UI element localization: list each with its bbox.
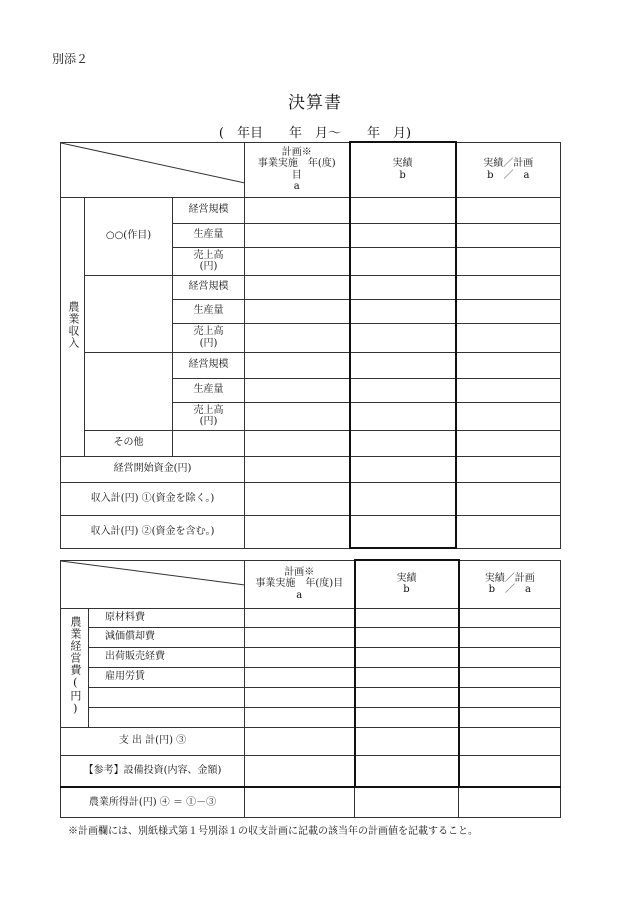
ratio-cell[interactable] <box>459 647 561 667</box>
plan-cell[interactable] <box>245 223 350 247</box>
crop-label: ○○(作目) <box>85 197 173 275</box>
ratio-cell[interactable] <box>456 223 561 247</box>
income-table <box>60 141 561 549</box>
ratio-cell[interactable] <box>456 430 561 456</box>
actual-cell[interactable] <box>355 787 459 817</box>
actual-cell[interactable] <box>355 755 459 787</box>
plan-cell[interactable] <box>245 456 350 482</box>
income-total-1-label: 収入計(円) ①(資金を除く。) <box>61 482 245 515</box>
page-title: 決算書 <box>288 93 342 113</box>
plan-cell[interactable] <box>245 378 350 402</box>
expense-item: 出荷販売経費 <box>89 647 245 667</box>
actual-cell[interactable] <box>355 647 459 667</box>
item-production: 生産量 <box>173 299 245 323</box>
actual-cell[interactable] <box>350 456 456 482</box>
ratio-cell[interactable] <box>459 627 561 647</box>
plan-cell[interactable] <box>245 707 355 727</box>
investment-label: 【参考】設備投資(内容、金額) <box>61 755 245 787</box>
footnote: ※計画欄には、別紙様式第１号別添１の収支計画に記載の該当年の計画値を記載すること。 <box>68 826 478 837</box>
item-scale: 経営規模 <box>173 352 245 378</box>
item-scale: 経営規模 <box>173 197 245 223</box>
actual-cell[interactable] <box>355 687 459 707</box>
plan-cell[interactable] <box>245 608 355 627</box>
ratio-cell[interactable] <box>459 667 561 687</box>
actual-cell[interactable] <box>355 627 459 647</box>
farm-expense-group-label: 農業経営費(円) <box>61 608 89 727</box>
ratio-cell[interactable] <box>456 378 561 402</box>
expense-item-blank[interactable] <box>89 707 245 727</box>
expense-table <box>60 559 561 818</box>
attachment-label: 別添２ <box>52 52 89 66</box>
plan-cell[interactable] <box>245 515 350 548</box>
actual-cell[interactable] <box>355 707 459 727</box>
actual-cell[interactable] <box>355 667 459 687</box>
item-production: 生産量 <box>173 223 245 247</box>
ratio-column-header: 実績／計画 b ／ a <box>456 142 561 197</box>
actual-cell[interactable] <box>350 223 456 247</box>
ratio-cell[interactable] <box>459 707 561 727</box>
ratio-cell[interactable] <box>459 727 561 755</box>
actual-column-header: 実績 b <box>350 142 456 197</box>
ratio-cell[interactable] <box>459 787 561 817</box>
actual-cell[interactable] <box>350 378 456 402</box>
plan-cell[interactable] <box>245 627 355 647</box>
expense-total-label: 支 出 計(円) ③ <box>61 727 245 755</box>
plan-cell[interactable] <box>245 755 355 787</box>
ratio-cell[interactable] <box>456 352 561 378</box>
actual-cell[interactable] <box>350 323 456 352</box>
expense-item: 雇用労賃 <box>89 667 245 687</box>
ratio-cell[interactable] <box>456 323 561 352</box>
income-total-2-label: 収入計(円) ②(資金を含む。) <box>61 515 245 548</box>
crop-blank[interactable] <box>85 352 173 430</box>
ratio-cell[interactable] <box>456 456 561 482</box>
item-sales: 売上高 (円) <box>173 247 245 275</box>
plan-cell[interactable] <box>245 299 350 323</box>
item-sales: 売上高 (円) <box>173 402 245 430</box>
ratio-cell[interactable] <box>456 197 561 223</box>
actual-cell[interactable] <box>355 608 459 627</box>
expense-item: 減価償却費 <box>89 627 245 647</box>
ratio-cell[interactable] <box>456 247 561 275</box>
plan-cell[interactable] <box>245 402 350 430</box>
plan-cell[interactable] <box>245 787 355 817</box>
actual-cell[interactable] <box>350 482 456 515</box>
actual-cell[interactable] <box>350 275 456 299</box>
actual-cell[interactable] <box>350 197 456 223</box>
plan-column-header: 計画※ 事業実施 年(度) 目 a <box>245 142 350 197</box>
plan-cell[interactable] <box>245 197 350 223</box>
other-label: その他 <box>85 430 173 456</box>
plan-cell[interactable] <box>245 482 350 515</box>
ratio-cell[interactable] <box>459 608 561 627</box>
plan-cell[interactable] <box>245 275 350 299</box>
crop-blank[interactable] <box>85 275 173 352</box>
actual-cell[interactable] <box>350 430 456 456</box>
plan-cell[interactable] <box>245 247 350 275</box>
ratio-cell[interactable] <box>456 515 561 548</box>
plan-cell[interactable] <box>245 430 350 456</box>
header-diagonal-cell <box>61 560 245 608</box>
plan-cell[interactable] <box>245 647 355 667</box>
actual-cell[interactable] <box>350 299 456 323</box>
item-sales: 売上高 (円) <box>173 323 245 352</box>
plan-cell[interactable] <box>245 727 355 755</box>
plan-cell[interactable] <box>245 323 350 352</box>
ratio-column-header: 実績／計画 b ／ a <box>459 560 561 608</box>
farm-income-total-label: 農業所得計(円) ④ ＝ ①－③ <box>61 787 245 817</box>
actual-column-header: 実績 b <box>355 560 459 608</box>
start-funds-label: 経営開始資金(円) <box>61 456 245 482</box>
header-diagonal-cell <box>61 142 245 197</box>
ratio-cell[interactable] <box>456 402 561 430</box>
actual-cell[interactable] <box>350 402 456 430</box>
actual-cell[interactable] <box>350 515 456 548</box>
period-line: ( 年目 年 月～ 年 月) <box>218 126 412 141</box>
farm-income-group-label: 農業収入 <box>61 197 85 456</box>
actual-cell[interactable] <box>350 352 456 378</box>
plan-cell[interactable] <box>245 667 355 687</box>
plan-column-header: 計画※ 事業実施 年(度)目 a <box>245 560 355 608</box>
item-scale: 経営規模 <box>173 275 245 299</box>
actual-cell[interactable] <box>350 247 456 275</box>
ratio-cell[interactable] <box>456 275 561 299</box>
plan-cell[interactable] <box>245 352 350 378</box>
ratio-cell[interactable] <box>456 482 561 515</box>
other-detail-cell[interactable] <box>173 430 245 456</box>
ratio-cell[interactable] <box>456 299 561 323</box>
expense-item: 原材料費 <box>89 608 245 627</box>
plan-cell[interactable] <box>245 687 355 707</box>
item-production: 生産量 <box>173 378 245 402</box>
ratio-cell[interactable] <box>459 687 561 707</box>
expense-item-blank[interactable] <box>89 687 245 707</box>
actual-cell[interactable] <box>355 727 459 755</box>
ratio-cell[interactable] <box>459 755 561 787</box>
